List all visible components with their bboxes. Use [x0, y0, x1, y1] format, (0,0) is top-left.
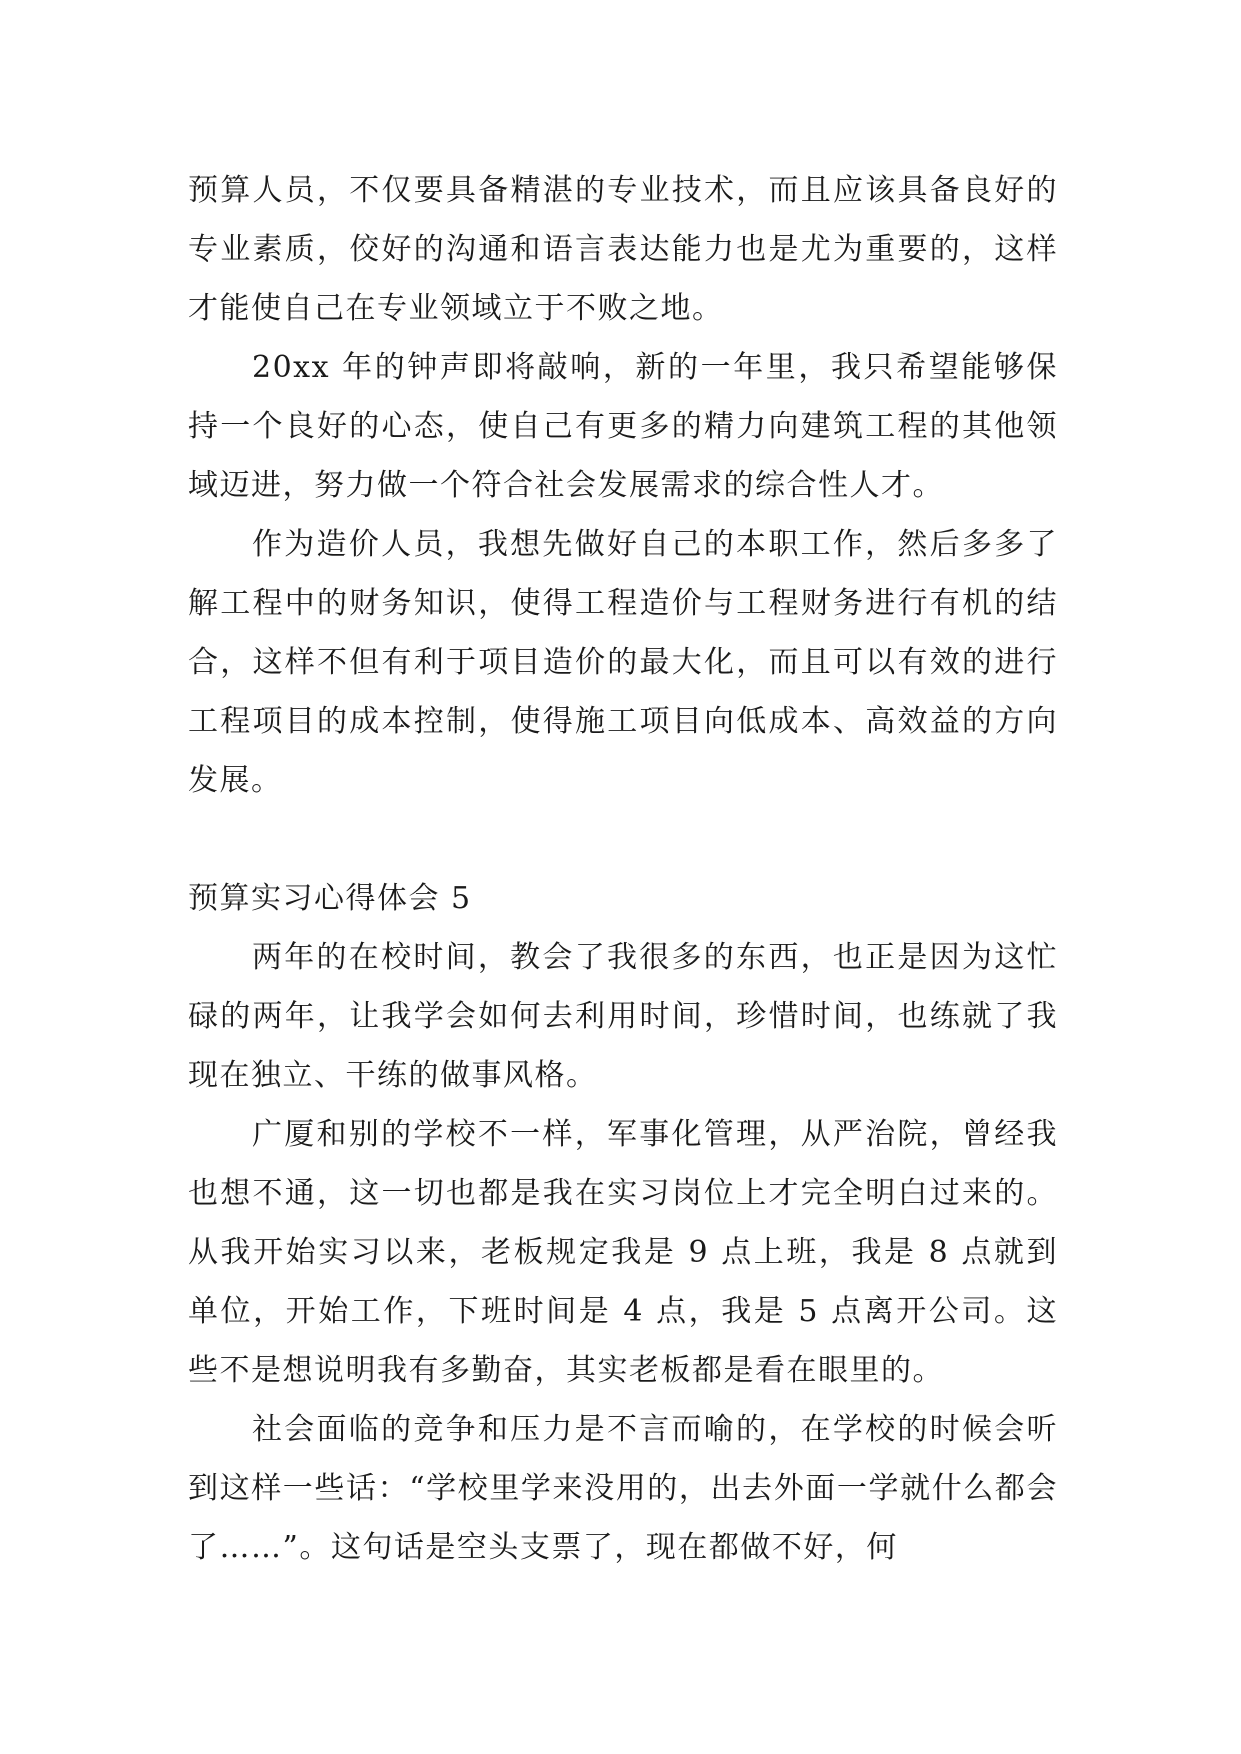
paragraph-4: 两年的在校时间，教会了我很多的东西，也正是因为这忙碌的两年，让我学会如何去利用时间，珍惜时间，也练就了我现在独立、干练的做事风格。 — [188, 940, 1058, 1093]
paragraph-3: 作为造价人员，我想先做好自己的本职工作，然后多多了解工程中的财务知识，使得工程造价与工程财务进行有机的结合，这样不但有利于项目造价的最大化，而且可以有效的进行工程项目的成本控制，使得施工项目向低成本、高效益的方向发展。 — [188, 527, 1058, 798]
paragraph-2: 20xx 年的钟声即将敲响，新的一年里，我只希望能够保持一个良好的心态，使自己有更多的精力向建筑工程的其他领域迈进，努力做一个符合社会发展需求的综合性人才。 — [188, 350, 1058, 503]
paragraph-1: 预算人员，不仅要具备精湛的专业技术，而且应该具备良好的专业素质，佼好的沟通和语言表达能力也是尤为重要的，这样才能使自己在专业领域立于不败之地。 — [188, 173, 1058, 326]
paragraph-6: 社会面临的竞争和压力是不言而喻的，在学校的时候会听到这样一些话：“学校里学来没用的，出去外面一学就什么都会了……”。这句话是空头支票了，现在都做不好，何 — [188, 1412, 1058, 1565]
document-body — [188, 161, 1058, 1577]
section-title: 预算实习心得体会 5 — [188, 881, 472, 916]
paragraph-5: 广厦和别的学校不一样，军事化管理，从严治院，曾经我也想不通，这一切也都是我在实习岗位上才完全明白过来的。从我开始实习以来，老板规定我是 9 点上班，我是 8 点就到单位，开始工作，下班时间是 4 点，我是 5 点离开公司。这些不是想说明我有多勤奋，其实老板都是看在眼里的。 — [188, 1117, 1058, 1388]
